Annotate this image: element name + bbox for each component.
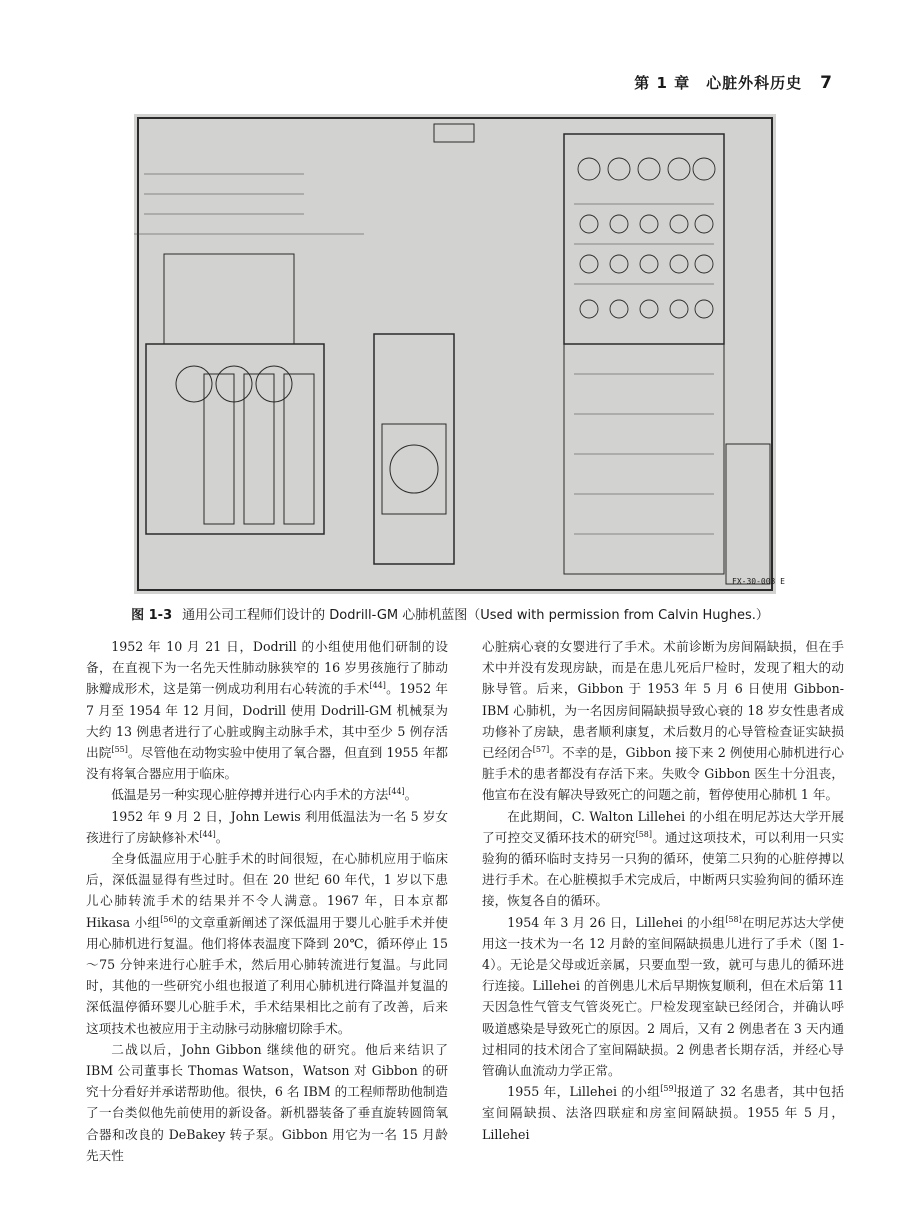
paragraph: 1955 年，Lillehei 的小组[59]报道了 32 名患者，其中包括室间隔缺损、法洛四联症和房室间隔缺损。1955 年 5 月，Lillehei [482,1084,844,1142]
running-head [634,72,832,96]
blueprint-drawing [134,114,785,594]
paragraph: 二战以后，John Gibbon 继续他的研究。他后来结识了 IBM 公司董事长 Thomas Watson，Watson 对 Gibbon 的研究十分看好并承诺帮助他。很快，6 名 IBM 的工程师帮助他制造了一台类似他先前使用的新设备。新机器装备了垂直旋转圆筒氧合器和改良的 DeBakey 转子泵。Gibbon 用它为一名 15 月龄先天性 [86,1041,448,1163]
blueprint-figure [134,114,785,594]
citation: [44] [199,829,216,839]
right-column [482,636,844,1145]
citation: [44] [369,681,386,691]
chapter-title: 第 1 章 心脏外科历史 [634,74,803,92]
paragraph: 在此期间，C. Walton Lillehei 的小组在明尼苏达大学开展了可控交叉循环技术的研究[58]。通过这项技术，可以利用一只实验狗的循环临时支持另一只狗的循环，使第二只狗的心脏停搏以进行手术。在心脏模拟手术完成后，中断两只实验狗间的循环连接，恢复各自的循环。 [482,808,845,909]
figure-caption-text: 通用公司工程师们设计的 Dodrill-GM 心肺机蓝图（Used with permission from Calvin Hughes.） [182,608,769,623]
paragraph: 低温是另一种实现心脏停搏并进行心内手术的方法[44]。 [111,787,418,803]
citation: [44] [388,787,405,797]
paragraph: 1952 年 10 月 21 日，Dodrill 的小组使用他们研制的设备，在直视下为一名先天性肺动脉狭窄的 16 岁男孩施行了肺动脉瓣成形术，这是第一例成功利用右心转流的手术[44]。1952 年 7 月至 1954 年 12 月间，Dodrill 使用 Dodrill-GM 机械泵为大约 13 例患者进行了心脏或胸主动脉手术，其中至少 5 例存活出院[55]。尽管他在动物实验中使用了氧合器，但直到 1955 年都没有将氧合器应用于临床。 [86,639,449,782]
paragraph: 1952 年 9 月 2 日，John Lewis 利用低温法为一名 5 岁女孩进行了房缺修补术[44]。 [86,808,448,845]
citation: [56] [160,914,177,924]
citation: [58] [725,914,742,924]
paragraph: 全身低温应用于心脏手术的时间很短，在心肺机应用于临床后，深低温显得有些过时。但在 20 世纪 60 年代，1 岁以下患儿心肺转流手术的结果并不令人满意。1967 年，日本京都 Hikasa 小组[56]的文章重新阐述了深低温用于婴儿心脏手术并使用心肺机进行复温。他们将体表温度下降到 20℃，循环停止 15～75 分钟来进行心脏手术，然后用心肺转流进行复温。与此同时，其他的一些研究小组也报道了利用心肺机进行降温并复温的深低温停循环婴儿心脏手术，手术结果相比之前有了改善，后来这项技术也被应用于主动脉弓动脉瘤切除手术。 [86,851,449,1036]
paragraph: 心脏病心衰的女婴进行了手术。术前诊断为房间隔缺损，但在手术中并没有发现房缺，而是在患儿死后尸检时，发现了粗大的动脉导管。后来，Gibbon 于 1953 年 5 月 6 日使用 Gibbon-IBM 心肺机，为一名因房间隔缺损导致心衰的 18 岁女性患者成功修补了房缺，患者顺利康复，术后数月的心导管检查证实缺损已经闭合[57]。不幸的是，Gibbon 接下来 2 例使用心肺机进行心脏手术的患者都没有存活下来。失败令 Gibbon 医生十分沮丧，他宣布在没有解决导致死亡的问题之前，暂停使用心肺机 1 年。 [482,639,844,803]
citation: [58] [635,829,653,839]
citation: [59] [660,1084,677,1094]
left-column [86,636,448,1166]
citation: [55] [111,744,128,754]
blueprint-stamp: FX-30-003 E [732,577,785,586]
page-number: 7 [820,73,832,93]
paragraph: 1954 年 3 月 26 日，Lillehei 的小组[58]在明尼苏达大学使用这一技术为一名 12 月龄的室间隔缺损患儿进行了手术（图 1-4）。无论是父母或近亲属，只要血型一致，就可与患儿的循环进行连接。Lillehei 的首例患儿术后早期恢复顺利，但在术后第 11 天因急性气管支气管炎死亡。尸检发现室缺已经闭合，并确认呼吸道感染是导致死亡的原因。2 周后，又有 2 例患者在 3 天内通过相同的技术闭合了室间隔缺损。2 例患者长期存活，并经心导管确认血流动力学正常。 [482,914,844,1079]
citation: [57] [532,744,550,754]
figure-number: 图 1-3 [131,608,173,623]
figure-caption [0,604,900,623]
